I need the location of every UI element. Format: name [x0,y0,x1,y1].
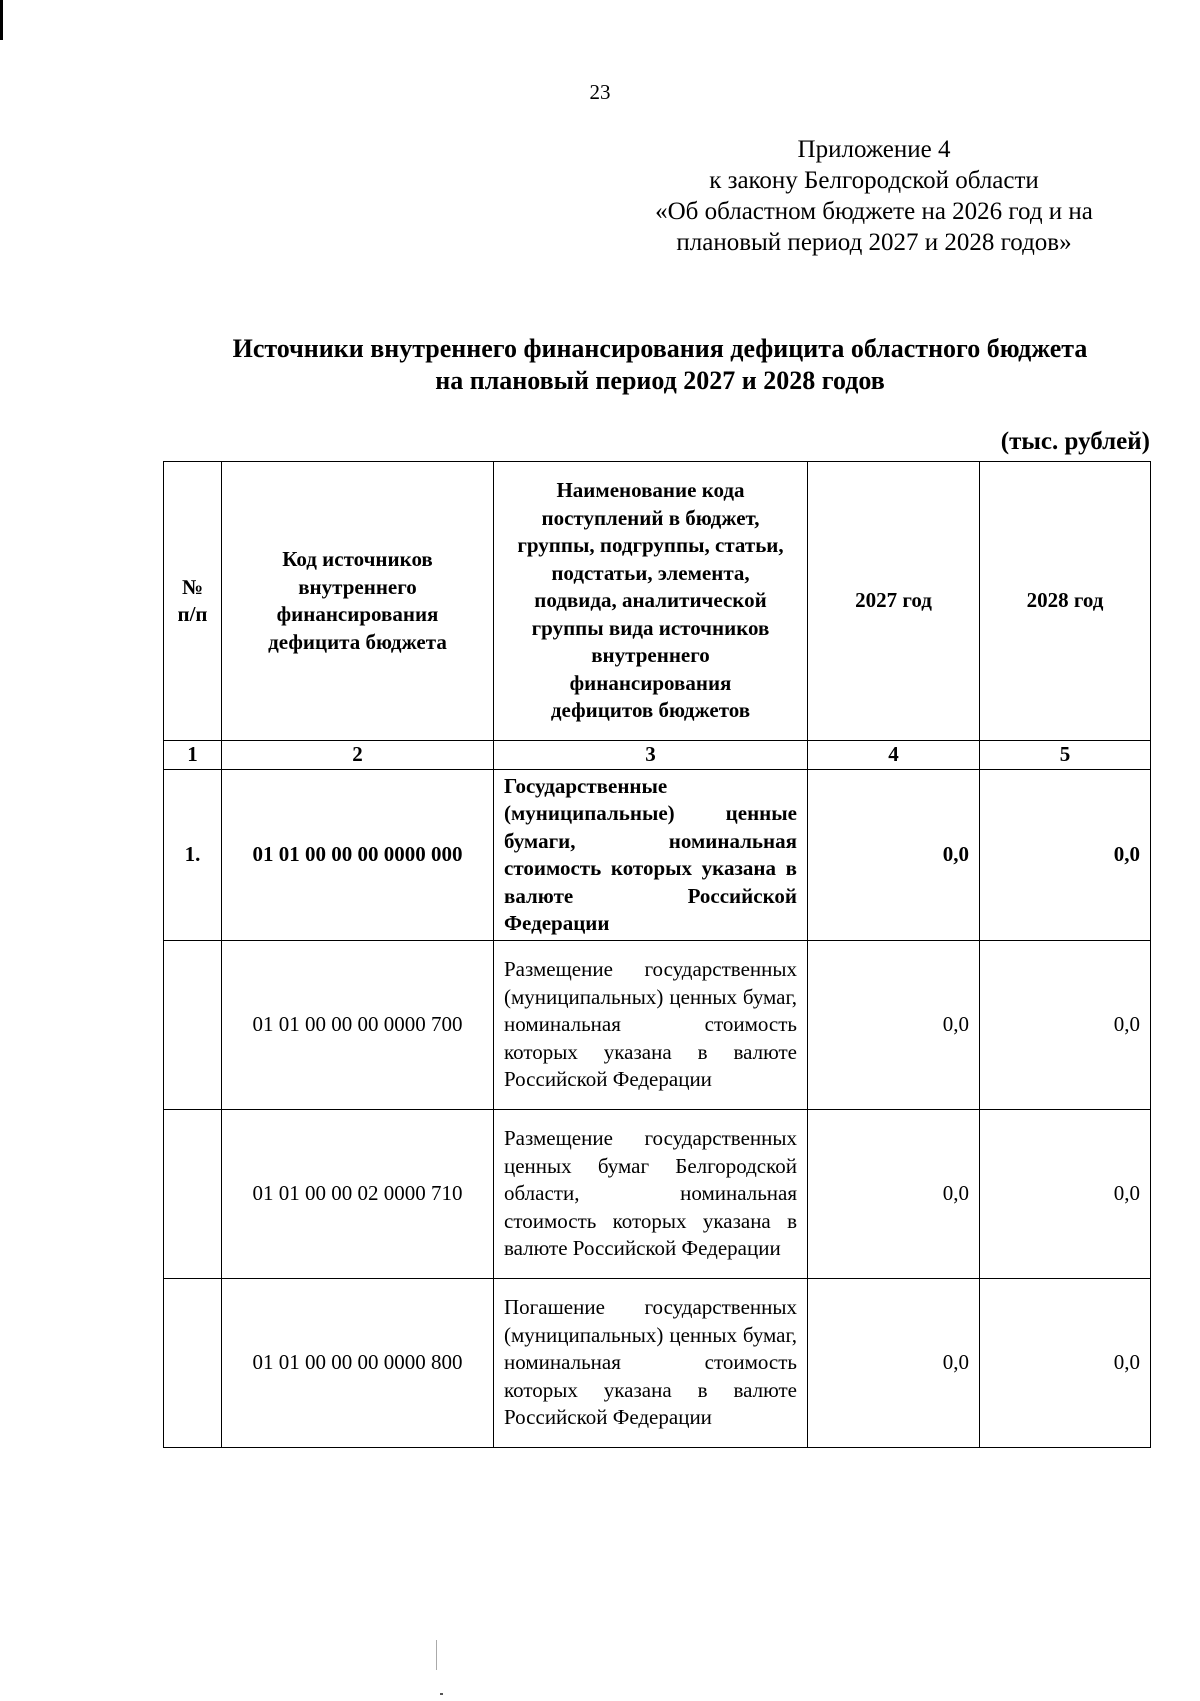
row-value-2028: 0,0 [980,941,1151,1110]
row-value-2028: 0,0 [980,1110,1151,1279]
row-name: Погашение государственных (муниципальных) ценных бумаг, номинальная стоимость которых указана в валюте Российской Федерации [494,1279,808,1448]
row-value-2027: 0,0 [808,941,980,1110]
row-name: Государственные (муниципальные) ценные бумаги, номинальная стоимость которых указана в валюте Российской Федерации [494,770,808,941]
appendix-line: «Об областном бюджете на 2026 год и на [655,198,1093,225]
appendix-block [600,134,1148,258]
financing-sources-table [163,461,1151,1448]
column-number: 3 [494,741,808,770]
scan-edge-mark [0,0,3,40]
row-number [164,941,222,1110]
title-line: на плановый период 2027 и 2028 годов [435,366,885,395]
header-num: № п/п [164,462,222,741]
row-number: 1. [164,770,222,941]
row-name: Размещение государственных ценных бумаг Белгородской области, номинальная стоимость которых указана в валюте Российской Федерации [494,1110,808,1279]
column-number: 2 [222,741,494,770]
appendix-line: Приложение 4 [797,136,951,163]
table-header-row [164,462,1151,741]
document-title [160,333,1160,397]
units-label: (тыс. рублей) [1000,428,1150,455]
row-name: Размещение государственных (муниципальных) ценных бумаг, номинальная стоимость которых указана в валюте Российской Федерации [494,941,808,1110]
row-value-2028: 0,0 [980,770,1151,941]
row-value-2028: 0,0 [980,1279,1151,1448]
row-code: 01 01 00 00 00 0000 800 [222,1279,494,1448]
row-value-2027: 0,0 [808,1110,980,1279]
page-number: 23 [589,80,611,104]
row-number [164,1279,222,1448]
row-code: 01 01 00 00 00 0000 000 [222,770,494,941]
header-2027: 2027 год [808,462,980,741]
row-number [164,1110,222,1279]
appendix-line: плановый период 2027 и 2028 годов» [676,229,1072,256]
column-number: 5 [980,741,1151,770]
row-value-2027: 0,0 [808,1279,980,1448]
column-number: 4 [808,741,980,770]
table-row [164,941,1151,1110]
row-code: 01 01 00 00 00 0000 700 [222,941,494,1110]
table-row [164,1279,1151,1448]
column-number: 1 [164,741,222,770]
title-line: Источники внутреннего финансирования дефицита областного бюджета [232,334,1088,363]
table-row [164,770,1151,941]
header-name: Наименование кода поступлений в бюджет, группы, подгруппы, статьи, подстатьи, элемента, подвида, аналитической группы вида источников внутреннего финансирования дефицитов бюджетов [494,462,808,741]
row-value-2027: 0,0 [808,770,980,941]
scan-artifact [436,1640,437,1670]
row-code: 01 01 00 00 02 0000 710 [222,1110,494,1279]
header-2028: 2028 год [980,462,1151,741]
scan-artifact [440,1693,443,1695]
header-code: Код источников внутреннего финансирования дефицита бюджета [222,462,494,741]
table-row [164,1110,1151,1279]
column-number-row [164,741,1151,770]
appendix-line: к закону Белгородской области [709,167,1039,194]
